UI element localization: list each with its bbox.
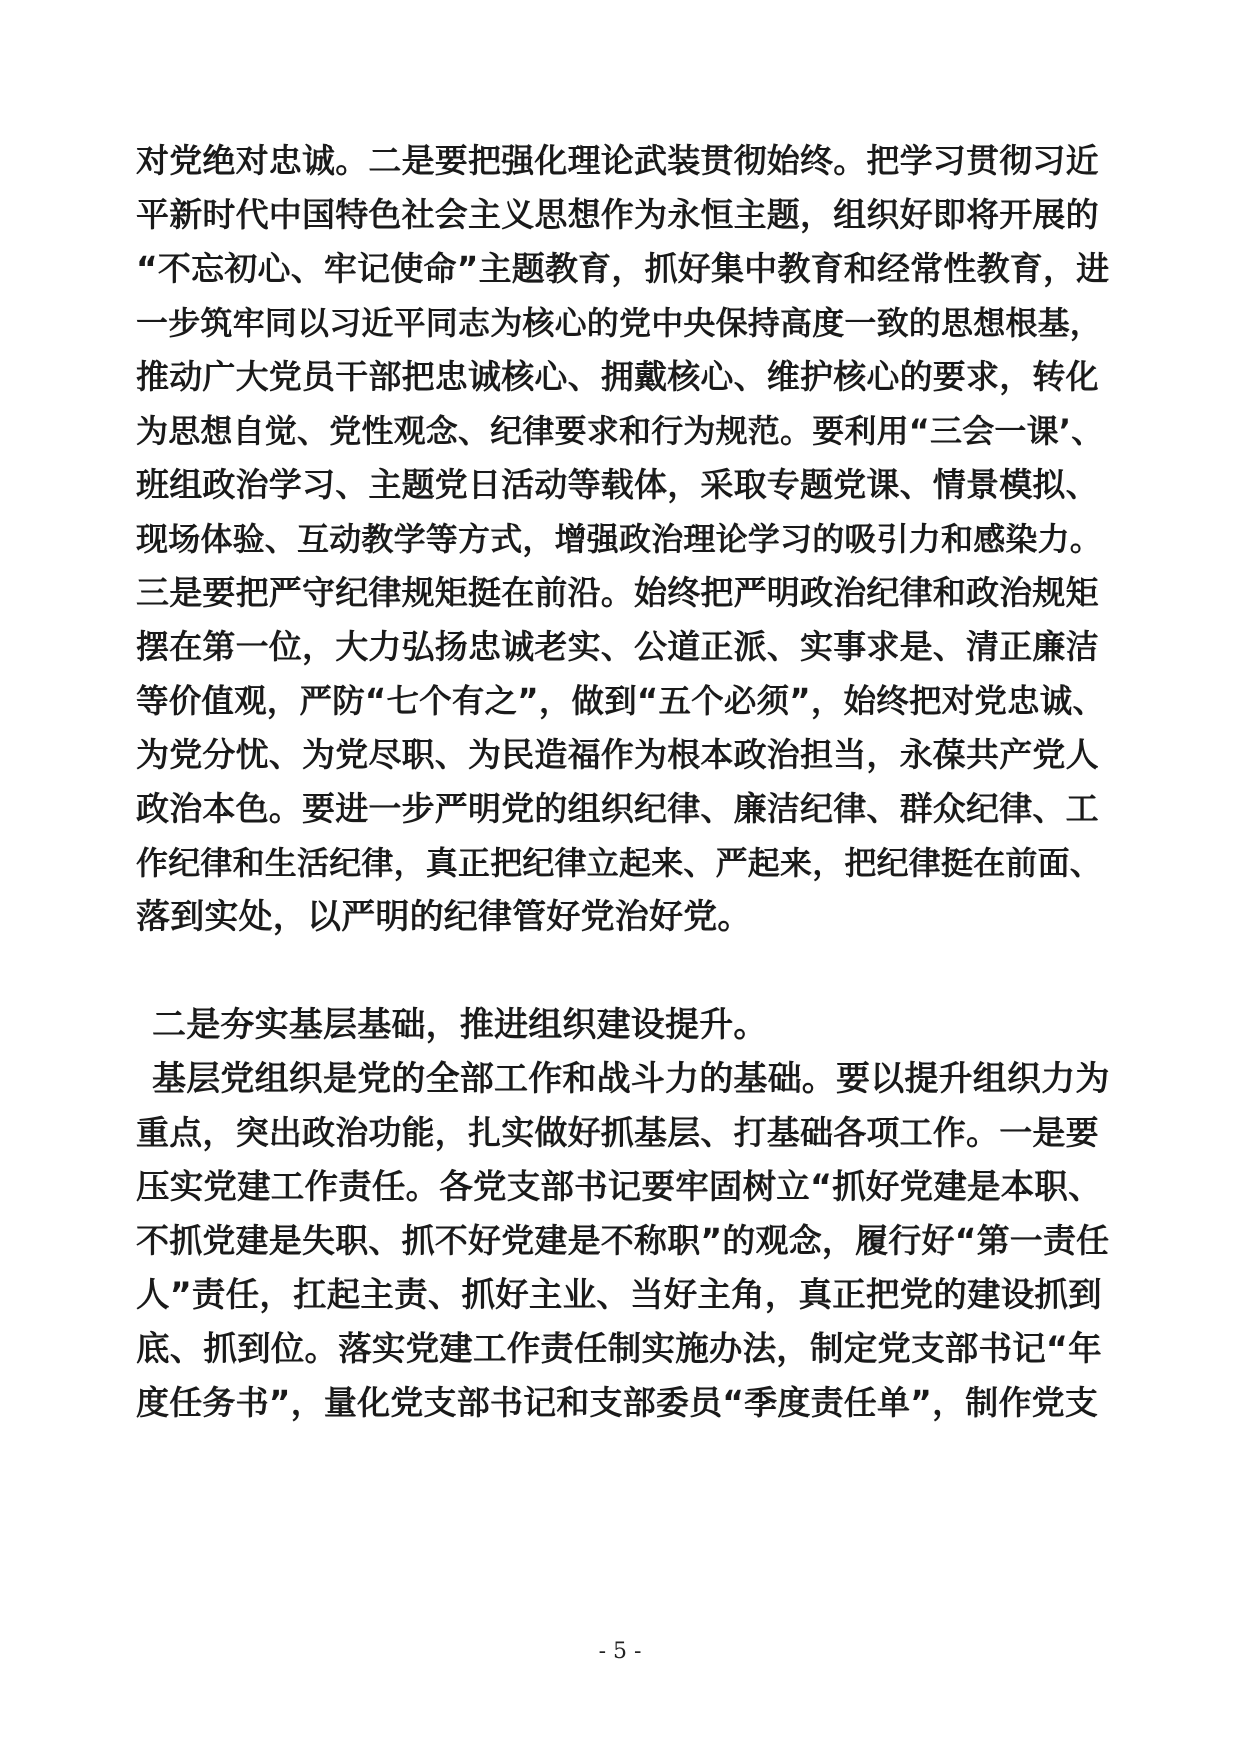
text-line: 为思想自觉、党性观念、纪律要求和行为规范。要利用“三会一课’、: [136, 412, 1104, 450]
text-line: 基层党组织是党的全部工作和战斗力的基础。要以提升组织力为: [152, 1059, 1110, 1099]
text-line: 不抓党建是失职、抓不好党建是不称职”的观念，履行好“第一责任: [136, 1221, 1110, 1260]
text-line: 落到实处，以严明的纪律管好党治好党。: [136, 897, 752, 937]
text-line: 人”责任，扛起主责、抓好主业、当好主角，真正把党的建设抓到: [136, 1275, 1102, 1314]
text-line: 班组政治学习、主题党日活动等载体，采取专题党课、情景模拟、: [136, 465, 1099, 504]
text-line: 重点，突出政治功能，扎实做好抓基层、打基础各项工作。一是要: [136, 1113, 1099, 1152]
section-heading: 二是夯实基层基础，推进组织建设提升。: [152, 1005, 768, 1045]
text-line: 现场体验、互动教学等方式，增强政治理论学习的吸引力和感染力。: [136, 520, 1103, 558]
page-number: - 5 -: [598, 1639, 642, 1664]
text-line: 一步筑牢同以习近平同志为核心的党中央保持高度一致的思想根基，: [136, 304, 1103, 342]
text-line: 推动广大党员干部把忠诚核心、拥戴核心、维护核心的要求，转化: [136, 357, 1099, 396]
text-line: 度任务书”，量化党支部书记和支部委员“季度责任单”，制作党支: [136, 1383, 1099, 1422]
text-line: 三是要把严守纪律规矩挺在前沿。始终把严明政治纪律和政治规矩: [136, 573, 1099, 612]
text-line: 压实党建工作责任。各党支部书记要牢固树立“抓好党建是本职、: [136, 1167, 1102, 1206]
text-line: 政治本色。要进一步严明党的组织纪律、廉洁纪律、群众纪律、工: [136, 789, 1099, 828]
text-line: “不忘初心、牢记使命”主题教育，抓好集中教育和经常性教育，进: [136, 249, 1110, 288]
text-line: 等价值观，严防“七个有之”，做到“五个必须”，始终把对党忠诚、: [136, 682, 1106, 720]
text-line: 为党分忧、为党尽职、为民造福作为根本政治担当，永葆共产党人: [136, 735, 1099, 774]
text-line: 作纪律和生活纪律，真正把纪律立起来、严起来，把纪律挺在前面、: [136, 844, 1103, 882]
text-line: 底、抓到位。落实党建工作责任制实施办法，制定党支部书记“年: [136, 1329, 1102, 1368]
text-line: 对党绝对忠诚。二是要把强化理论武装贯彻始终。把学习贯彻习近: [136, 141, 1099, 180]
text-line: 平新时代中国特色社会主义思想作为永恒主题，组织好即将开展的: [136, 195, 1099, 234]
text-line: 摆在第一位，大力弘扬忠诚老实、公道正派、实事求是、清正廉洁: [136, 627, 1099, 666]
